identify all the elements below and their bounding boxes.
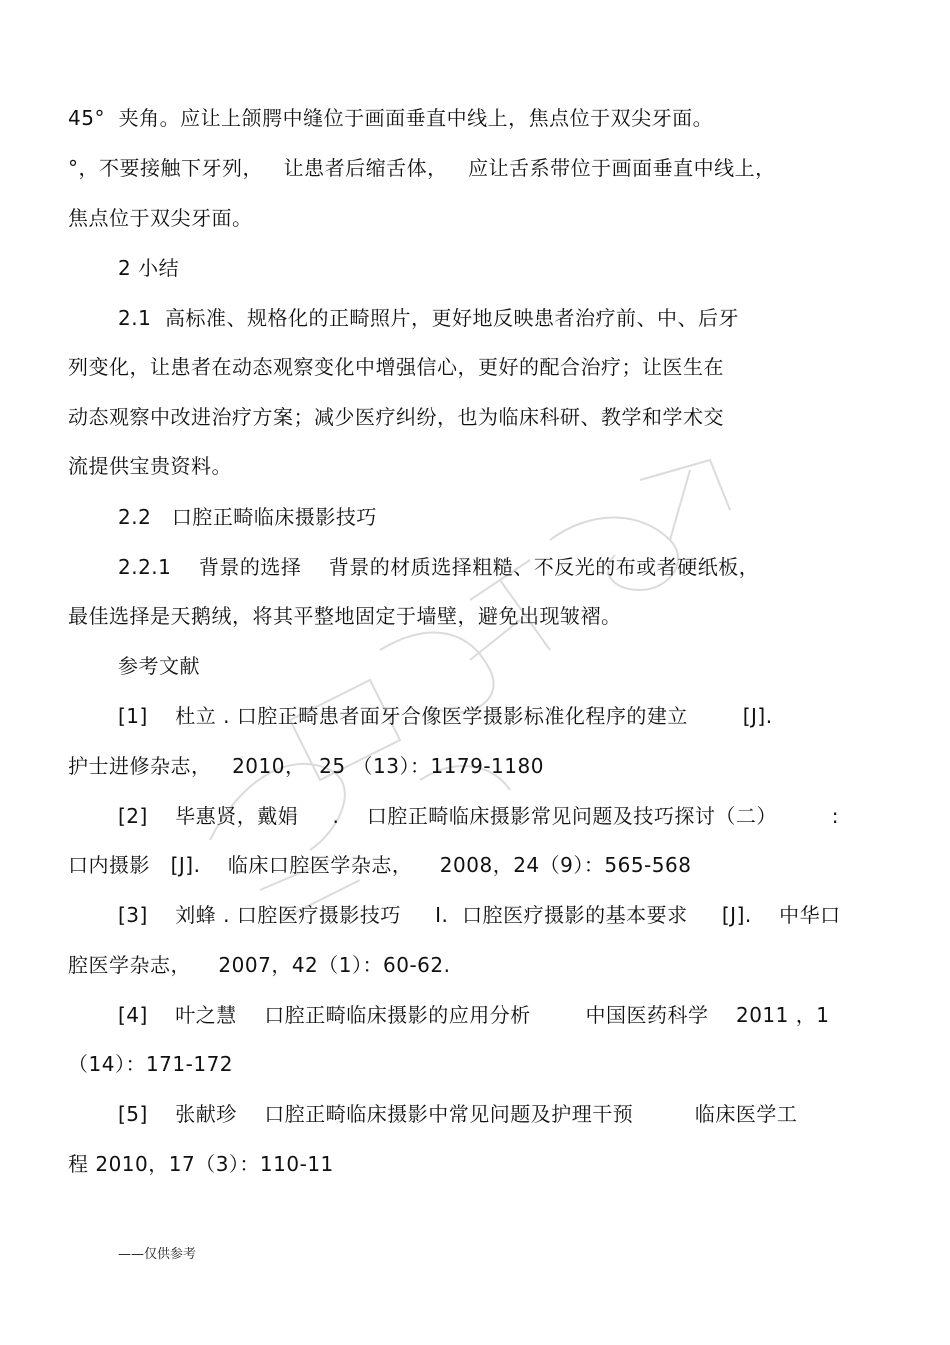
references-heading: 参考文献 — [118, 654, 200, 678]
body-text-line: 2.1 高标准、规格化的正畸照片，更好地反映患者治疗前、中、后牙 — [118, 306, 740, 330]
reference-line: [2] 毕惠贤，戴娟 . 口腔正畸临床摄影常见问题及技巧探讨（二） : — [118, 804, 839, 828]
body-text-line: 动态观察中改进治疗方案；减少医疗纠纷，也为临床科研、教学和学术交 — [68, 405, 724, 429]
section-heading: 2 小结 — [118, 256, 180, 280]
reference-line: （14）：171-172 — [68, 1052, 234, 1076]
reference-line: [3] 刘蜂 . 口腔医疗摄影技巧 I. 口腔医疗摄影的基本要求 [J]. 中华口 — [118, 903, 841, 927]
subsection-heading: 2.2 口腔正畸临床摄影技巧 — [118, 505, 377, 529]
footer-note: ——仅供参考 — [118, 1247, 197, 1262]
reference-line: [1] 杜立 . 口腔正畸患者面牙合像医学摄影标准化程序的建立 [J]. — [118, 704, 773, 728]
body-text-line: °，不要接触下牙列， 让患者后缩舌体， 应让舌系带位于画面垂直中线上， — [68, 156, 776, 180]
reference-line: [5] 张献珍 口腔正畸临床摄影中常见问题及护理干预 临床医学工 — [118, 1102, 798, 1126]
reference-line: 腔医学杂志， 2007，42（1）：60-62. — [68, 953, 451, 977]
reference-line: 护士进修杂志， 2010， 25 （13）：1179-1180 — [68, 754, 544, 778]
reference-line: [4] 叶之慧 口腔正畸临床摄影的应用分析 中国医药科学 2011 ，1 — [118, 1003, 830, 1027]
body-text-line: 45° 夹角。应让上颌腭中缝位于画面垂直中线上，焦点位于双尖牙面。 — [68, 106, 714, 130]
body-text-line: 2.2.1 背景的选择 背景的材质选择粗糙、不反光的布或者硬纸板， — [118, 555, 760, 579]
body-text-line: 焦点位于双尖牙面。 — [68, 206, 253, 230]
body-text-line: 流提供宝贵资料。 — [68, 454, 232, 478]
reference-line: 口内摄影 [J]. 临床口腔医学杂志， 2008，24（9）：565-568 — [68, 853, 692, 877]
body-text-line: 最佳选择是天鹅绒，将其平整地固定于墙壁，避免出现皱褶。 — [68, 604, 622, 628]
body-text-line: 列变化，让患者在动态观察变化中增强信心，更好的配合治疗；让医生在 — [68, 355, 724, 379]
reference-line: 程 2010，17（3）：110-11 — [68, 1152, 334, 1176]
